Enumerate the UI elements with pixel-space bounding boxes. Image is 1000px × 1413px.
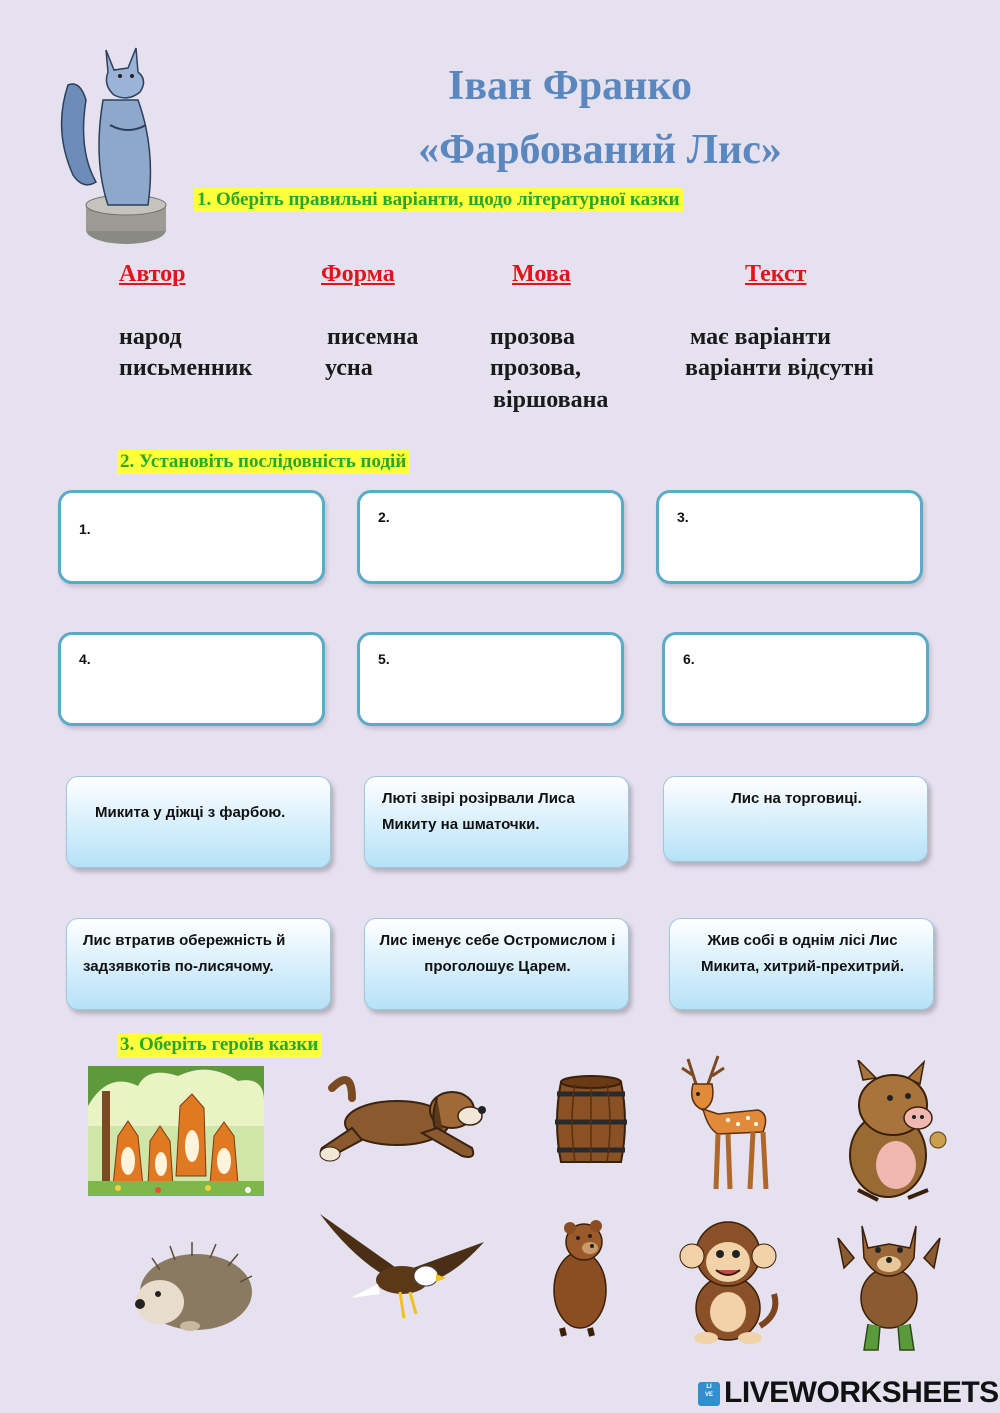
sequence-slot-3[interactable] bbox=[656, 490, 923, 584]
deer-picture[interactable] bbox=[668, 1054, 778, 1194]
event-card[interactable] bbox=[669, 918, 934, 1010]
option-language-prose-verse[interactable]: прозова, bbox=[490, 355, 582, 381]
option-author-writer[interactable]: письменник bbox=[119, 355, 253, 381]
option-language-prose[interactable]: прозова bbox=[490, 324, 576, 350]
logo-text: LIVEWORKSHEETS bbox=[724, 1376, 999, 1409]
slot-number: 4. bbox=[79, 651, 91, 667]
sequence-slot-4[interactable] bbox=[58, 632, 325, 726]
event-card-text: Люті звірі розірвали Лиса Микиту на шматочки. bbox=[382, 790, 575, 833]
event-card-text: Лис на торговиці. bbox=[731, 790, 862, 807]
logo-badge-text: LIVE bbox=[705, 1384, 714, 1398]
event-card-text: Микита у діжці з фарбою. bbox=[95, 804, 286, 821]
task3-instruction: 3. Оберіть героїв казки bbox=[117, 1033, 321, 1057]
page-title-author: Іван Франко bbox=[448, 63, 693, 109]
column-heading-author: Автор bbox=[119, 261, 186, 287]
eagle-picture[interactable] bbox=[320, 1214, 484, 1326]
event-card[interactable] bbox=[66, 918, 331, 1010]
barrel-picture[interactable] bbox=[553, 1074, 629, 1170]
option-text-has-variants[interactable]: має варіанти bbox=[690, 324, 831, 350]
slot-number: 3. bbox=[677, 509, 689, 525]
slot-number: 1. bbox=[79, 521, 91, 537]
event-card-text: Жив собі в однім лісі Лис Микита, хитрий-прехитрий. bbox=[700, 932, 905, 975]
foxes-picture[interactable] bbox=[88, 1066, 264, 1196]
option-language-prose-verse-line2[interactable]: віршована bbox=[493, 387, 609, 413]
event-card[interactable] bbox=[364, 918, 629, 1010]
event-card[interactable] bbox=[364, 776, 629, 868]
column-heading-language: Мова bbox=[512, 261, 571, 287]
slot-number: 2. bbox=[378, 509, 390, 525]
option-form-written[interactable]: писемна bbox=[327, 324, 419, 350]
column-heading-text: Текст bbox=[745, 261, 807, 287]
sequence-slot-6[interactable] bbox=[662, 632, 929, 726]
sequence-slot-5[interactable] bbox=[357, 632, 624, 726]
event-card[interactable] bbox=[66, 776, 331, 868]
boar-picture[interactable] bbox=[838, 1060, 954, 1206]
logo-badge bbox=[698, 1382, 720, 1406]
option-author-folk[interactable]: народ bbox=[119, 324, 182, 350]
wolf-on-stump-illustration bbox=[48, 40, 173, 250]
hedgehog-picture[interactable] bbox=[130, 1240, 254, 1334]
sequence-slot-1[interactable] bbox=[58, 490, 325, 584]
task1-instruction: 1. Оберіть правильні варіанти, щодо літературної казки bbox=[194, 188, 683, 212]
option-text-no-variants[interactable]: варіанти відсутні bbox=[685, 355, 874, 381]
option-form-oral[interactable]: усна bbox=[325, 355, 373, 381]
monkey-picture[interactable] bbox=[676, 1214, 782, 1346]
page-title-story: «Фарбований Лис» bbox=[418, 127, 782, 173]
column-heading-form: Форма bbox=[321, 261, 395, 287]
bear-picture[interactable] bbox=[546, 1218, 616, 1338]
event-card-text: Лис втратив обережність й задзявкотів по-лисячому. bbox=[83, 932, 286, 975]
task2-instruction: 2. Установіть послідовність подій bbox=[117, 450, 409, 474]
event-card-text: Лис іменує себе Остромислом і проголошує Царем. bbox=[379, 932, 616, 975]
event-card[interactable] bbox=[663, 776, 928, 862]
sequence-slot-2[interactable] bbox=[357, 490, 624, 584]
dog-picture[interactable] bbox=[312, 1068, 488, 1170]
liveworksheets-logo bbox=[698, 1378, 998, 1410]
slot-number: 5. bbox=[378, 651, 390, 667]
wolf-picture[interactable] bbox=[834, 1218, 944, 1358]
slot-number: 6. bbox=[683, 651, 695, 667]
